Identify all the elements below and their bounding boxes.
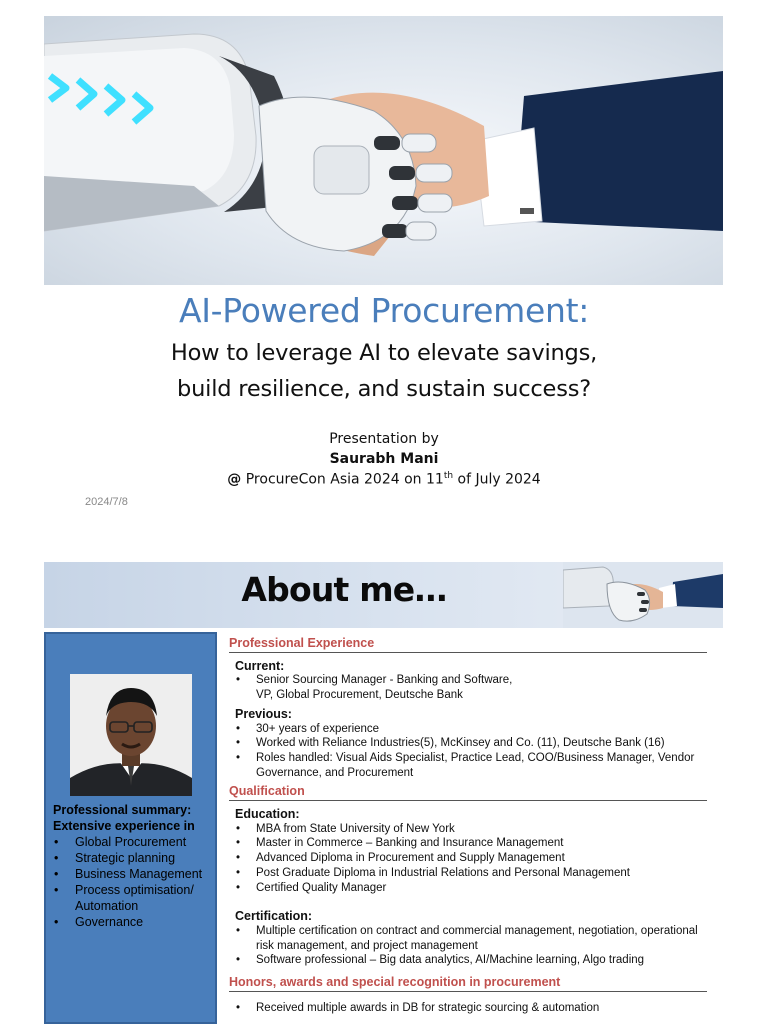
summary-item: • Global Procurement	[53, 834, 215, 850]
profile-panel	[44, 632, 217, 1024]
summary-list	[53, 834, 215, 930]
details-column	[229, 636, 707, 1015]
list-item: • Post Graduate Diploma in Industrial Relations and Personal Management	[229, 866, 707, 881]
summary-item: • Governance	[53, 914, 215, 930]
list-item: • Advanced Diploma in Procurement and Supply Management	[229, 851, 707, 866]
list-item: • Worked with Reliance Industries(5), McKinsey and Co. (11), Deutsche Bank (16)	[229, 736, 707, 751]
list-item: • Roles handled: Visual Aids Specialist, Practice Lead, COO/Business Manager, Vendor Governance, and Procurement	[229, 751, 707, 780]
list-item: • Multiple certification on contract and commercial management, negotiation, operational risk management, and project management	[229, 924, 707, 953]
slide1-subtitle-line2: build resilience, and sustain success?	[177, 376, 591, 402]
certification-list	[229, 924, 707, 968]
list-item: • 30+ years of experience	[229, 722, 707, 737]
hero-handshake-image	[44, 16, 723, 285]
list-item: • Certified Quality Manager	[229, 881, 707, 896]
previous-label: Previous:	[235, 706, 292, 721]
robot-human-handshake-illustration	[44, 16, 723, 285]
list-item: • Senior Sourcing Manager - Banking and Software, VP, Global Procurement, Deutsche Bank	[229, 673, 707, 702]
slide1-subtitle-line1: How to leverage AI to elevate savings,	[170, 340, 598, 366]
slide1-title: AI-Powered Procurement:	[178, 291, 590, 330]
certification-label: Certification:	[235, 909, 313, 924]
about-me-heading: About me…	[241, 570, 447, 609]
person-portrait-image	[70, 674, 192, 796]
summary-item: • Business Management	[53, 866, 215, 882]
presenter-name: Saurabh Mani	[329, 451, 439, 467]
list-item: • Software professional – Big data analytics, AI/Machine learning, Algo trading	[229, 953, 707, 968]
handshake-thumbnail-image	[563, 562, 723, 628]
honors-list	[229, 1001, 707, 1016]
presented-by-label: Presentation by	[329, 431, 439, 447]
list-item: • Received multiple awards in DB for strategic sourcing & automation	[229, 1001, 707, 1016]
list-item: • MBA from State University of New York	[229, 822, 707, 837]
slide1-date: 2024/7/8	[85, 496, 128, 508]
section-honors: Honors, awards and special recognition in procurement	[229, 975, 707, 992]
profile-photo	[70, 674, 192, 796]
previous-list	[229, 722, 707, 781]
current-list	[229, 673, 707, 702]
event-line: @ ProcureCon Asia 2024 on 11th of July 2024	[227, 471, 541, 488]
education-list	[229, 822, 707, 896]
section-professional-experience: Professional Experience	[229, 636, 707, 653]
summary-item: • Process optimisation/ Automation	[53, 882, 215, 914]
summary-heading: Professional summary: Extensive experience in	[53, 803, 195, 833]
list-item: • Master in Commerce – Banking and Insurance Management	[229, 836, 707, 851]
education-label: Education:	[235, 807, 300, 822]
current-label: Current:	[235, 658, 285, 673]
summary-item: • Strategic planning	[53, 850, 215, 866]
professional-summary	[53, 802, 215, 930]
about-me-header	[44, 562, 723, 628]
section-qualification: Qualification	[229, 784, 707, 801]
